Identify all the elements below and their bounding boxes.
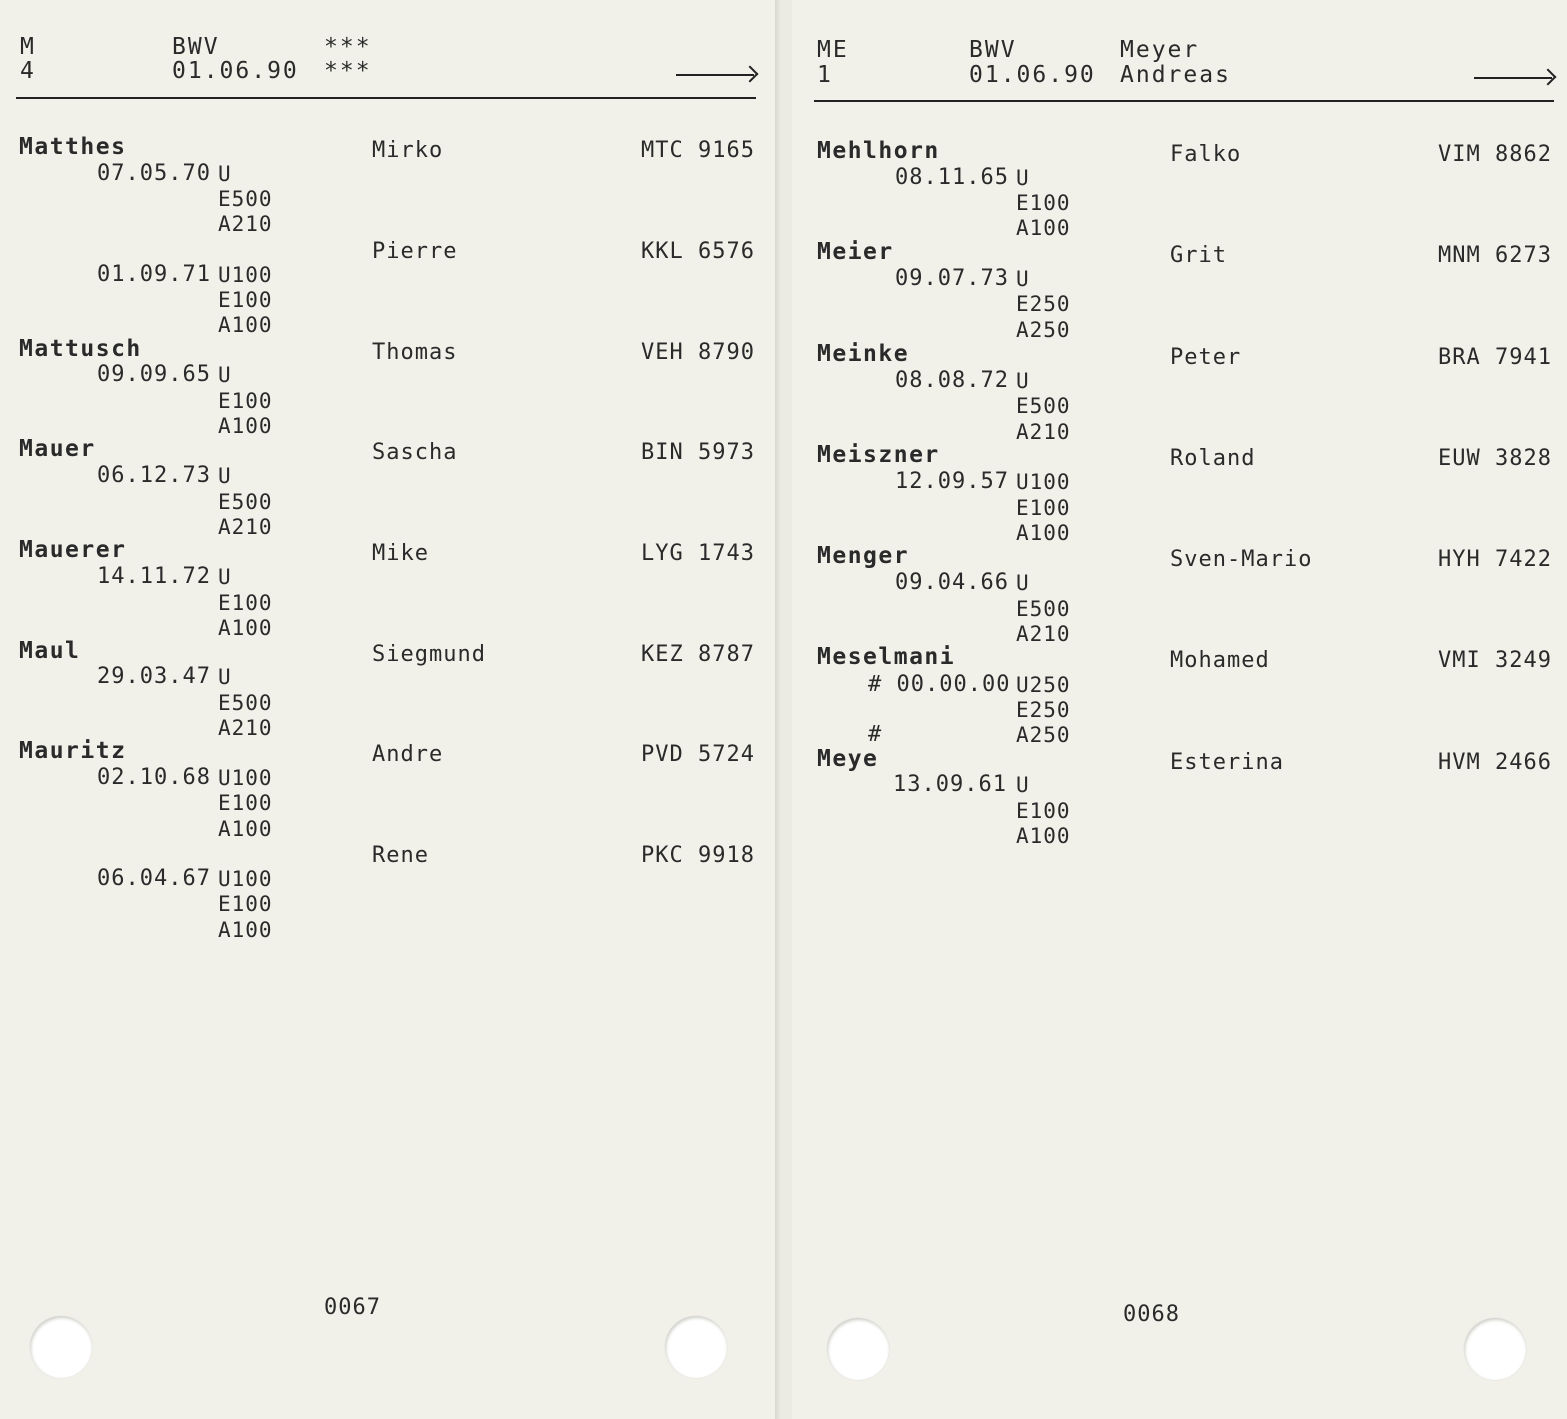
code-e: E250 [1016,292,1071,316]
header-date: 01.06.90 [172,58,299,84]
birth-date: 09.09.65 [97,362,211,387]
header-rule [814,100,1554,102]
punch-hole [1464,1318,1526,1380]
birth-date: 09.04.66 [895,570,1009,595]
birth-date: 07.05.70 [97,161,211,186]
code-e: E500 [218,691,273,715]
card-left [0,0,775,1419]
record-id: VMI 3249 [1438,648,1552,673]
firstname: Siegmund [372,642,486,667]
surname: Mattusch [19,336,142,362]
code-u: U100 [218,867,273,891]
code-e: E500 [1016,394,1071,418]
header-name-line2: Andreas [1120,62,1231,88]
surname: Mehlhorn [817,138,940,164]
record-id: BRA 7941 [1438,345,1552,370]
birth-date: 01.09.71 [97,262,211,287]
card-right [792,0,1567,1419]
page-number: 0067 [324,1295,381,1320]
birth-date: 06.04.67 [97,866,211,891]
code-a: A100 [1016,824,1071,848]
surname: Mauerer [19,537,127,563]
record-id: VEH 8790 [641,340,755,365]
surname: Mauritz [19,738,127,764]
birth-date: 08.11.65 [895,165,1009,190]
header-section: M [20,34,36,60]
birth-date: # 00.00.00 [868,672,1011,697]
hash-mark: # [868,722,883,747]
surname: Meier [817,239,894,265]
firstname: Rene [372,843,429,868]
code-u: U [218,665,232,689]
header-name-line1: Meyer [1120,37,1200,63]
code-e: E100 [218,892,273,916]
firstname: Sascha [372,440,458,465]
firstname: Falko [1170,142,1242,167]
code-a: A210 [218,716,273,740]
code-a: A210 [1016,622,1071,646]
header-office: BWV [172,34,220,60]
surname: Meye [817,746,879,772]
code-a: A210 [1016,420,1071,444]
code-u: U100 [1016,470,1071,494]
code-a: A250 [1016,318,1071,342]
record-id: VIM 8862 [1438,142,1552,167]
next-arrow-icon [676,74,754,76]
record-id: KKL 6576 [641,239,755,264]
code-u: U [1016,369,1030,393]
code-u: U [1016,773,1030,797]
code-a: A210 [218,212,273,236]
header-name-line2: *** [324,58,372,84]
code-a: A210 [218,515,273,539]
surname: Meinke [817,341,910,367]
code-e: E100 [1016,191,1071,215]
code-e: E500 [218,187,273,211]
surname: Maul [19,638,81,664]
firstname: Andre [372,742,444,767]
firstname: Mike [372,541,429,566]
code-u: U250 [1016,673,1071,697]
firstname: Pierre [372,239,458,264]
surname: Matthes [19,134,127,160]
code-u: U100 [218,766,273,790]
header-section: ME [817,37,849,63]
birth-date: 29.03.47 [97,664,211,689]
firstname: Sven-Mario [1170,547,1313,572]
firstname: Esterina [1170,750,1284,775]
code-a: A100 [218,918,273,942]
record-id: EUW 3828 [1438,446,1552,471]
record-id: KEZ 8787 [641,642,755,667]
birth-date: 12.09.57 [895,469,1009,494]
surname: Mauer [19,436,96,462]
header-office: BWV [969,37,1017,63]
header-rule [16,97,756,99]
code-e: E250 [1016,698,1071,722]
record-id: LYG 1743 [641,541,755,566]
code-a: A100 [218,414,273,438]
next-arrow-icon [1474,77,1552,79]
punch-hole [30,1316,92,1378]
firstname: Grit [1170,243,1227,268]
code-u: U [1016,571,1030,595]
surname: Menger [817,543,910,569]
code-e: E100 [218,288,273,312]
birth-date: 06.12.73 [97,463,211,488]
surname: Meiszner [817,442,940,468]
header-number: 1 [817,62,833,88]
record-id: PVD 5724 [641,742,755,767]
code-a: A100 [1016,216,1071,240]
code-e: E100 [218,791,273,815]
code-u: U [1016,166,1030,190]
page-number: 0068 [1123,1302,1180,1327]
birth-date: 13.09.61 [893,772,1007,797]
punch-hole [827,1318,889,1380]
header-number: 4 [20,58,36,84]
code-e: E500 [1016,597,1071,621]
code-e: E100 [1016,799,1071,823]
code-u: U [218,565,232,589]
code-u: U100 [218,263,273,287]
firstname: Mohamed [1170,648,1270,673]
record-id: HYH 7422 [1438,547,1552,572]
code-a: A100 [218,817,273,841]
surname: Meselmani [817,644,956,670]
header-date: 01.06.90 [969,62,1096,88]
firstname: Mirko [372,138,444,163]
code-e: E100 [218,591,273,615]
birth-date: 08.08.72 [895,368,1009,393]
code-a: A100 [218,616,273,640]
record-id: MTC 9165 [641,138,755,163]
firstname: Thomas [372,340,458,365]
birth-date: 09.07.73 [895,266,1009,291]
birth-date: 02.10.68 [97,765,211,790]
code-u: U [218,464,232,488]
code-a: A100 [1016,521,1071,545]
code-a: A100 [218,313,273,337]
record-id: MNM 6273 [1438,243,1552,268]
firstname: Peter [1170,345,1242,370]
code-a: A250 [1016,723,1071,747]
birth-date: 14.11.72 [97,564,211,589]
code-e: E500 [218,490,273,514]
code-u: U [218,162,232,186]
record-id: BIN 5973 [641,440,755,465]
punch-hole [665,1316,727,1378]
record-id: HVM 2466 [1438,750,1552,775]
code-e: E100 [1016,496,1071,520]
code-e: E100 [218,389,273,413]
header-name-line1: *** [324,34,372,60]
firstname: Roland [1170,446,1256,471]
code-u: U [218,363,232,387]
record-id: PKC 9918 [641,843,755,868]
code-u: U [1016,267,1030,291]
